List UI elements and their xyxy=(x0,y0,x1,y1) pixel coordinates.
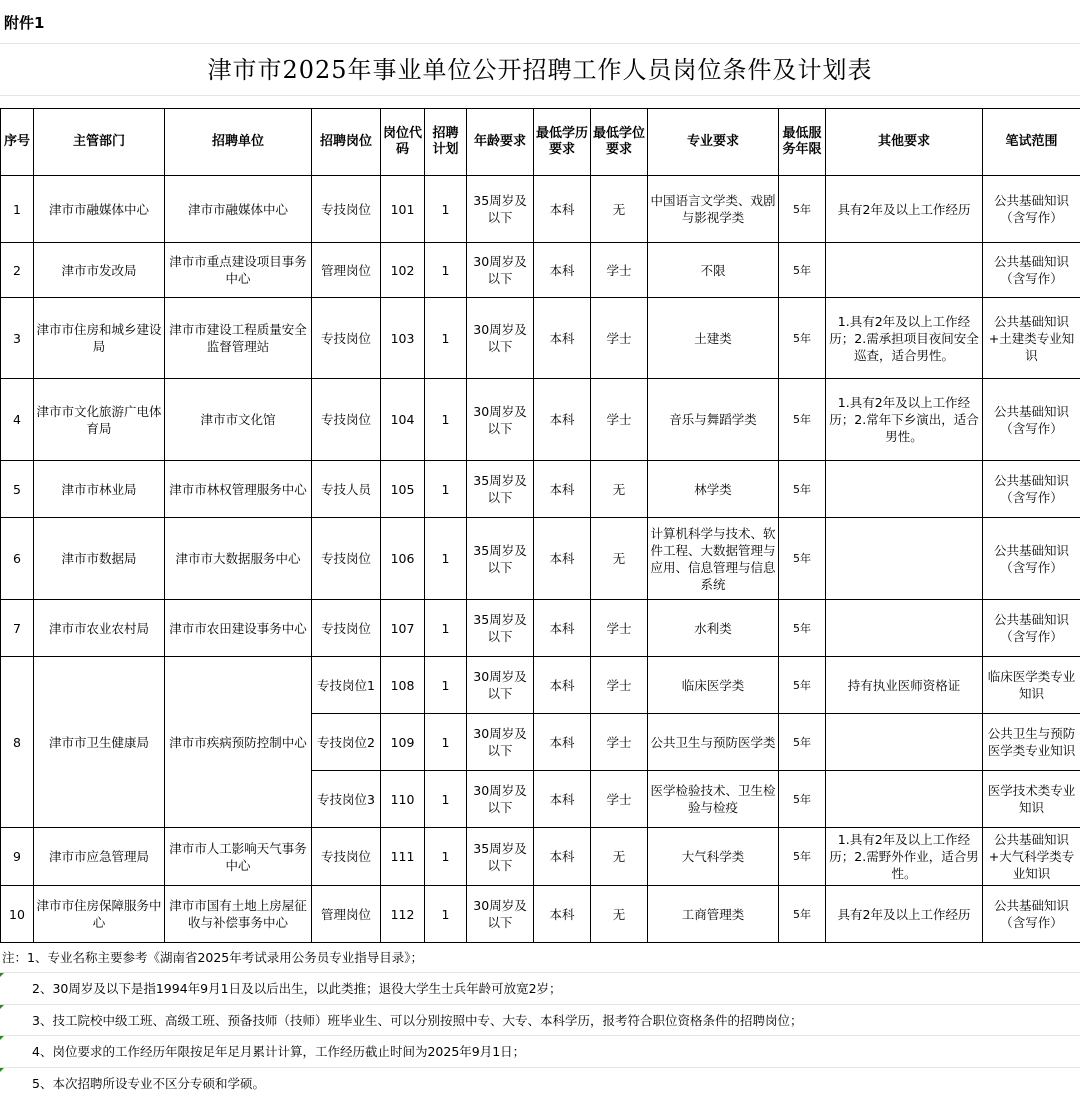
cell-degree: 学士 xyxy=(591,379,648,461)
cell-edu: 本科 xyxy=(534,518,591,600)
cell-plan: 1 xyxy=(425,298,467,379)
cell-dept: 津市市应急管理局 xyxy=(34,828,165,886)
note-text: 4、岗位要求的工作经历年限按足年足月累计计算，工作经历截止时间为2025年9月1日； xyxy=(32,1044,526,1060)
cell-unit: 津市市文化馆 xyxy=(165,379,312,461)
cell-degree: 无 xyxy=(591,176,648,243)
cell-seq: 1 xyxy=(1,176,34,243)
cell-other xyxy=(826,461,983,518)
cell-unit: 津市市建设工程质量安全监督管理站 xyxy=(165,298,312,379)
table-row xyxy=(1,657,1080,714)
cell-service: 5年 xyxy=(779,461,826,518)
cell-exam: 医学技术类专业知识 xyxy=(983,771,1080,828)
header-dept: 主管部门 xyxy=(34,109,165,176)
cell-exam: 临床医学类专业知识 xyxy=(983,657,1080,714)
title-bar xyxy=(0,44,1080,96)
cell-other: 具有2年及以上工作经历 xyxy=(826,886,983,943)
cell-edu: 本科 xyxy=(534,714,591,771)
cell-edu: 本科 xyxy=(534,176,591,243)
cell-plan: 1 xyxy=(425,461,467,518)
cell-post: 专技岗位 xyxy=(312,298,381,379)
cell-major: 医学检验技术、卫生检验与检疫 xyxy=(648,771,779,828)
cell-degree: 无 xyxy=(591,461,648,518)
cell-service: 5年 xyxy=(779,657,826,714)
cell-degree: 无 xyxy=(591,886,648,943)
cell-seq: 3 xyxy=(1,298,34,379)
cell-plan: 1 xyxy=(425,176,467,243)
cell-plan: 1 xyxy=(425,379,467,461)
cell-degree: 学士 xyxy=(591,714,648,771)
table-row xyxy=(1,518,1080,600)
cell-edu: 本科 xyxy=(534,379,591,461)
cell-major: 音乐与舞蹈学类 xyxy=(648,379,779,461)
cell-major: 中国语言文学类、戏剧与影视学类 xyxy=(648,176,779,243)
cell-exam: 公共基础知识+土建类专业知识 xyxy=(983,298,1080,379)
note-text: 5、本次招聘所设专业不区分专硕和学硕。 xyxy=(32,1075,265,1091)
cell-age: 30周岁及以下 xyxy=(467,886,534,943)
cell-exam: 公共基础知识（含写作） xyxy=(983,176,1080,243)
cell-unit: 津市市重点建设项目事务中心 xyxy=(165,243,312,298)
cell-post: 专技岗位 xyxy=(312,828,381,886)
cell-exam: 公共卫生与预防医学类专业知识 xyxy=(983,714,1080,771)
cell-degree: 学士 xyxy=(591,657,648,714)
cell-plan: 1 xyxy=(425,243,467,298)
cell-dept: 津市市数据局 xyxy=(34,518,165,600)
cell-service: 5年 xyxy=(779,298,826,379)
cell-service: 5年 xyxy=(779,886,826,943)
table-row xyxy=(1,828,1080,886)
cell-other xyxy=(826,243,983,298)
cell-degree: 学士 xyxy=(591,771,648,828)
cell-other xyxy=(826,518,983,600)
table-row xyxy=(1,176,1080,243)
page-title: 津市市2025年事业单位公开招聘工作人员岗位条件及计划表 xyxy=(207,56,873,84)
cell-other: 1.具有2年及以上工作经历；2.需野外作业，适合男性。 xyxy=(826,828,983,886)
table-row xyxy=(1,600,1080,657)
cell-seq: 9 xyxy=(1,828,34,886)
cell-seq: 5 xyxy=(1,461,34,518)
cell-plan: 1 xyxy=(425,771,467,828)
cell-code: 106 xyxy=(381,518,425,600)
cell-seq: 10 xyxy=(1,886,34,943)
cell-exam: 公共基础知识（含写作） xyxy=(983,600,1080,657)
cell-plan: 1 xyxy=(425,886,467,943)
cell-age: 30周岁及以下 xyxy=(467,714,534,771)
cell-dept: 津市市住房和城乡建设局 xyxy=(34,298,165,379)
cell-exam: 公共基础知识（含写作） xyxy=(983,379,1080,461)
comment-marker-icon xyxy=(0,1036,4,1040)
cell-major: 土建类 xyxy=(648,298,779,379)
cell-exam: 公共基础知识（含写作） xyxy=(983,461,1080,518)
cell-degree: 无 xyxy=(591,828,648,886)
note-line xyxy=(0,1005,1080,1036)
cell-major: 大气科学类 xyxy=(648,828,779,886)
header-seq: 序号 xyxy=(1,109,34,176)
cell-post: 专技岗位 xyxy=(312,518,381,600)
cell-service: 5年 xyxy=(779,714,826,771)
cell-age: 30周岁及以下 xyxy=(467,379,534,461)
cell-degree: 学士 xyxy=(591,243,648,298)
table-row xyxy=(1,379,1080,461)
cell-plan: 1 xyxy=(425,828,467,886)
cell-other: 1.具有2年及以上工作经历；2.需承担项目夜间安全巡查，适合男性。 xyxy=(826,298,983,379)
cell-plan: 1 xyxy=(425,518,467,600)
cell-post: 专技岗位 xyxy=(312,176,381,243)
cell-post: 专技岗位3 xyxy=(312,771,381,828)
cell-service: 5年 xyxy=(779,518,826,600)
cell-dept: 津市市林业局 xyxy=(34,461,165,518)
header-edu: 最低学历要求 xyxy=(534,109,591,176)
cell-service: 5年 xyxy=(779,828,826,886)
cell-major: 工商管理类 xyxy=(648,886,779,943)
note-text: 3、技工院校中级工班、高级工班、预备技师（技师）班毕业生、可以分别按照中专、大专、本科学历，报考符合职位资格条件的招聘岗位； xyxy=(32,1012,803,1028)
cell-unit: 津市市人工影响天气事务中心 xyxy=(165,828,312,886)
cell-seq: 7 xyxy=(1,600,34,657)
table-row xyxy=(1,298,1080,379)
cell-unit: 津市市疾病预防控制中心 xyxy=(165,657,312,828)
cell-age: 35周岁及以下 xyxy=(467,518,534,600)
cell-post: 专技岗位2 xyxy=(312,714,381,771)
cell-age: 35周岁及以下 xyxy=(467,461,534,518)
cell-age: 30周岁及以下 xyxy=(467,771,534,828)
cell-edu: 本科 xyxy=(534,298,591,379)
header-unit: 招聘单位 xyxy=(165,109,312,176)
cell-degree: 学士 xyxy=(591,298,648,379)
header-degree: 最低学位要求 xyxy=(591,109,648,176)
cell-service: 5年 xyxy=(779,176,826,243)
cell-age: 30周岁及以下 xyxy=(467,657,534,714)
note-line xyxy=(0,1068,1080,1099)
cell-other: 1.具有2年及以上工作经历；2.常年下乡演出，适合男性。 xyxy=(826,379,983,461)
cell-edu: 本科 xyxy=(534,461,591,518)
note-text: 注：1、专业名称主要参考《湖南省2025年考试录用公务员专业指导目录》； xyxy=(2,950,424,965)
cell-post: 专技岗位1 xyxy=(312,657,381,714)
cell-edu: 本科 xyxy=(534,828,591,886)
cell-age: 35周岁及以下 xyxy=(467,176,534,243)
recruitment-table xyxy=(0,108,1080,943)
cell-major: 水利类 xyxy=(648,600,779,657)
cell-edu: 本科 xyxy=(534,657,591,714)
cell-unit: 津市市融媒体中心 xyxy=(165,176,312,243)
note-line xyxy=(0,973,1080,1004)
comment-marker-icon xyxy=(0,973,4,977)
notes-section xyxy=(0,942,1080,1099)
table-row xyxy=(1,243,1080,298)
cell-other xyxy=(826,771,983,828)
cell-dept: 津市市卫生健康局 xyxy=(34,657,165,828)
cell-major: 计算机科学与技术、软件工程、大数据管理与应用、信息管理与信息系统 xyxy=(648,518,779,600)
cell-post: 专技岗位 xyxy=(312,379,381,461)
cell-code: 101 xyxy=(381,176,425,243)
note-line xyxy=(0,1036,1080,1067)
cell-code: 103 xyxy=(381,298,425,379)
cell-plan: 1 xyxy=(425,714,467,771)
cell-dept: 津市市住房保障服务中心 xyxy=(34,886,165,943)
cell-post: 专技岗位 xyxy=(312,600,381,657)
cell-code: 109 xyxy=(381,714,425,771)
cell-plan: 1 xyxy=(425,657,467,714)
cell-exam: 公共基础知识+大气科学类专业知识 xyxy=(983,828,1080,886)
cell-code: 104 xyxy=(381,379,425,461)
cell-service: 5年 xyxy=(779,771,826,828)
cell-code: 111 xyxy=(381,828,425,886)
table-row xyxy=(1,886,1080,943)
cell-edu: 本科 xyxy=(534,886,591,943)
cell-code: 102 xyxy=(381,243,425,298)
header-plan: 招聘计划 xyxy=(425,109,467,176)
cell-degree: 无 xyxy=(591,518,648,600)
header-exam: 笔试范围 xyxy=(983,109,1080,176)
cell-age: 30周岁及以下 xyxy=(467,243,534,298)
cell-other: 持有执业医师资格证 xyxy=(826,657,983,714)
header-row xyxy=(1,109,1080,176)
cell-exam: 公共基础知识（含写作） xyxy=(983,518,1080,600)
cell-service: 5年 xyxy=(779,379,826,461)
cell-code: 112 xyxy=(381,886,425,943)
cell-seq: 8 xyxy=(1,657,34,828)
cell-major: 林学类 xyxy=(648,461,779,518)
cell-service: 5年 xyxy=(779,243,826,298)
cell-major: 不限 xyxy=(648,243,779,298)
cell-post: 管理岗位 xyxy=(312,243,381,298)
comment-marker-icon xyxy=(0,1005,4,1009)
cell-age: 35周岁及以下 xyxy=(467,828,534,886)
header-post: 招聘岗位 xyxy=(312,109,381,176)
header-age: 年龄要求 xyxy=(467,109,534,176)
cell-code: 110 xyxy=(381,771,425,828)
cell-age: 35周岁及以下 xyxy=(467,600,534,657)
cell-other: 具有2年及以上工作经历 xyxy=(826,176,983,243)
cell-unit: 津市市农田建设事务中心 xyxy=(165,600,312,657)
cell-degree: 学士 xyxy=(591,600,648,657)
cell-code: 105 xyxy=(381,461,425,518)
cell-post: 专技人员 xyxy=(312,461,381,518)
cell-service: 5年 xyxy=(779,600,826,657)
cell-exam: 公共基础知识（含写作） xyxy=(983,886,1080,943)
header-other: 其他要求 xyxy=(826,109,983,176)
cell-unit: 津市市林权管理服务中心 xyxy=(165,461,312,518)
cell-dept: 津市市农业农村局 xyxy=(34,600,165,657)
cell-major: 公共卫生与预防医学类 xyxy=(648,714,779,771)
cell-edu: 本科 xyxy=(534,771,591,828)
header-service: 最低服务年限 xyxy=(779,109,826,176)
cell-edu: 本科 xyxy=(534,600,591,657)
cell-seq: 2 xyxy=(1,243,34,298)
cell-other xyxy=(826,714,983,771)
note-text: 2、30周岁及以下是指1994年9月1日及以后出生，以此类推；退役大学生士兵年龄可放宽2岁； xyxy=(32,981,562,997)
cell-code: 108 xyxy=(381,657,425,714)
cell-plan: 1 xyxy=(425,600,467,657)
attachment-header xyxy=(0,0,1080,44)
note-line xyxy=(0,942,1080,973)
cell-dept: 津市市发改局 xyxy=(34,243,165,298)
cell-code: 107 xyxy=(381,600,425,657)
header-major: 专业要求 xyxy=(648,109,779,176)
cell-seq: 6 xyxy=(1,518,34,600)
attachment-label: 附件1 xyxy=(4,14,45,32)
cell-edu: 本科 xyxy=(534,243,591,298)
cell-unit: 津市市国有土地上房屋征收与补偿事务中心 xyxy=(165,886,312,943)
cell-dept: 津市市文化旅游广电体育局 xyxy=(34,379,165,461)
cell-major: 临床医学类 xyxy=(648,657,779,714)
comment-marker-icon xyxy=(0,1068,4,1072)
table-row xyxy=(1,461,1080,518)
cell-other xyxy=(826,600,983,657)
cell-post: 管理岗位 xyxy=(312,886,381,943)
header-code: 岗位代码 xyxy=(381,109,425,176)
cell-age: 30周岁及以下 xyxy=(467,298,534,379)
cell-dept: 津市市融媒体中心 xyxy=(34,176,165,243)
cell-seq: 4 xyxy=(1,379,34,461)
cell-exam: 公共基础知识（含写作） xyxy=(983,243,1080,298)
cell-unit: 津市市大数据服务中心 xyxy=(165,518,312,600)
